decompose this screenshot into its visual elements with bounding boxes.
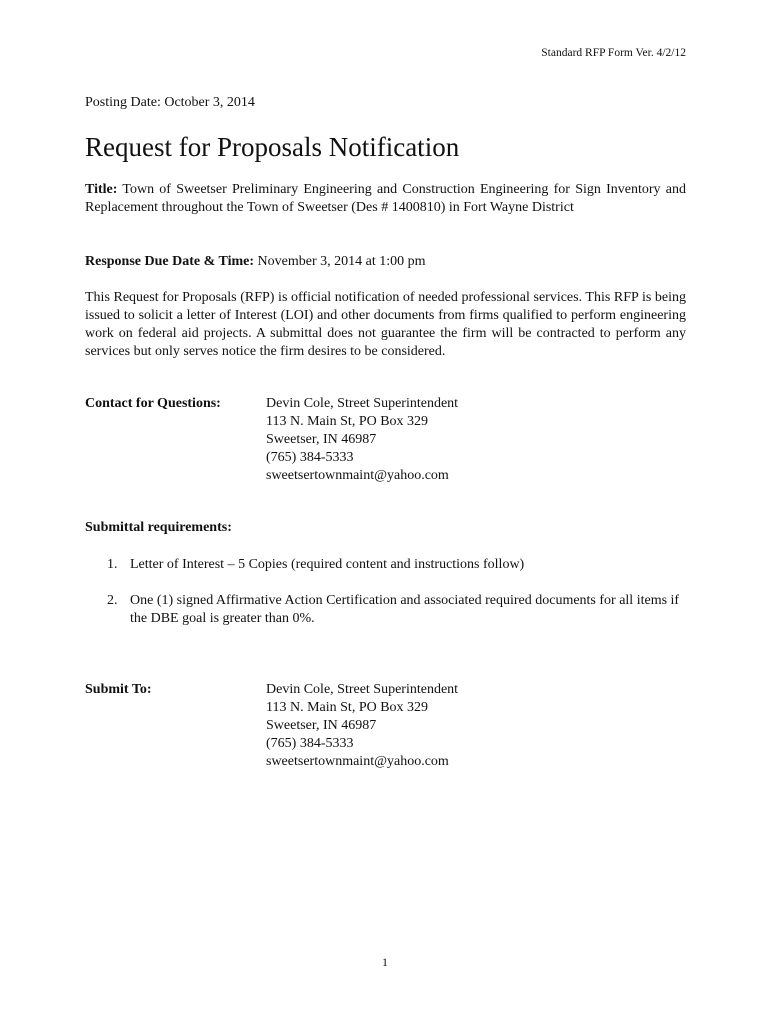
list-item-text: One (1) signed Affirmative Action Certification and associated required documents for all items if the DBE goal is greater than 0%. <box>130 593 680 626</box>
list-item-number: 1. <box>107 557 118 572</box>
contact-city: Sweetser, IN 46987 <box>266 432 377 447</box>
submit-to-city: Sweetser, IN 46987 <box>266 718 377 733</box>
posting-date: Posting Date: October 3, 2014 <box>85 95 255 110</box>
title-label: Title: <box>85 182 118 197</box>
submit-to-address <box>266 681 458 771</box>
response-due-value: November 3, 2014 at 1:00 pm <box>257 254 426 269</box>
list-item <box>85 556 686 574</box>
project-title <box>85 181 686 217</box>
submit-to-email: sweetsertownmaint@yahoo.com <box>266 754 449 769</box>
response-due <box>85 253 426 271</box>
list-item-number: 2. <box>107 593 118 608</box>
contact-street: 113 N. Main St, PO Box 329 <box>266 414 429 429</box>
contact-email: sweetsertownmaint@yahoo.com <box>266 468 449 483</box>
contact-phone: (765) 384-5333 <box>266 450 354 465</box>
response-due-label: Response Due Date & Time: <box>85 254 255 269</box>
submittal-list <box>85 556 686 646</box>
page-title: Request for Proposals Notification <box>85 132 460 162</box>
submit-to-phone: (765) 384-5333 <box>266 736 354 751</box>
list-item <box>85 592 686 628</box>
submit-to-label: Submit To: <box>85 682 152 697</box>
contact-label: Contact for Questions: <box>85 396 221 411</box>
list-item-text: Letter of Interest – 5 Copies (required content and instructions follow) <box>130 557 525 572</box>
submit-to-name: Devin Cole, Street Superintendent <box>266 682 459 697</box>
form-version: Standard RFP Form Ver. 4/2/12 <box>541 47 686 59</box>
submittal-label: Submittal requirements: <box>85 520 232 535</box>
page-number: 1 <box>382 955 388 969</box>
submit-to-street: 113 N. Main St, PO Box 329 <box>266 700 429 715</box>
title-text: Town of Sweetser Preliminary Engineering and Construction Engineering for Sign Inventory and Replacement throughout the Town of Sweetser (Des # 1400810) in Fort Wayne District <box>85 182 686 215</box>
contact-address <box>266 395 458 485</box>
intro-paragraph: This Request for Proposals (RFP) is official notification of needed professional services. This RFP is being issued to solicit a letter of Interest (LOI) and other documents from firms qualified to perform engineering work on federal aid projects. A submittal does not guarantee the firm will be contracted to perform any services but only serves notice the firm desires to be considered. <box>85 290 686 359</box>
contact-name: Devin Cole, Street Superintendent <box>266 396 459 411</box>
